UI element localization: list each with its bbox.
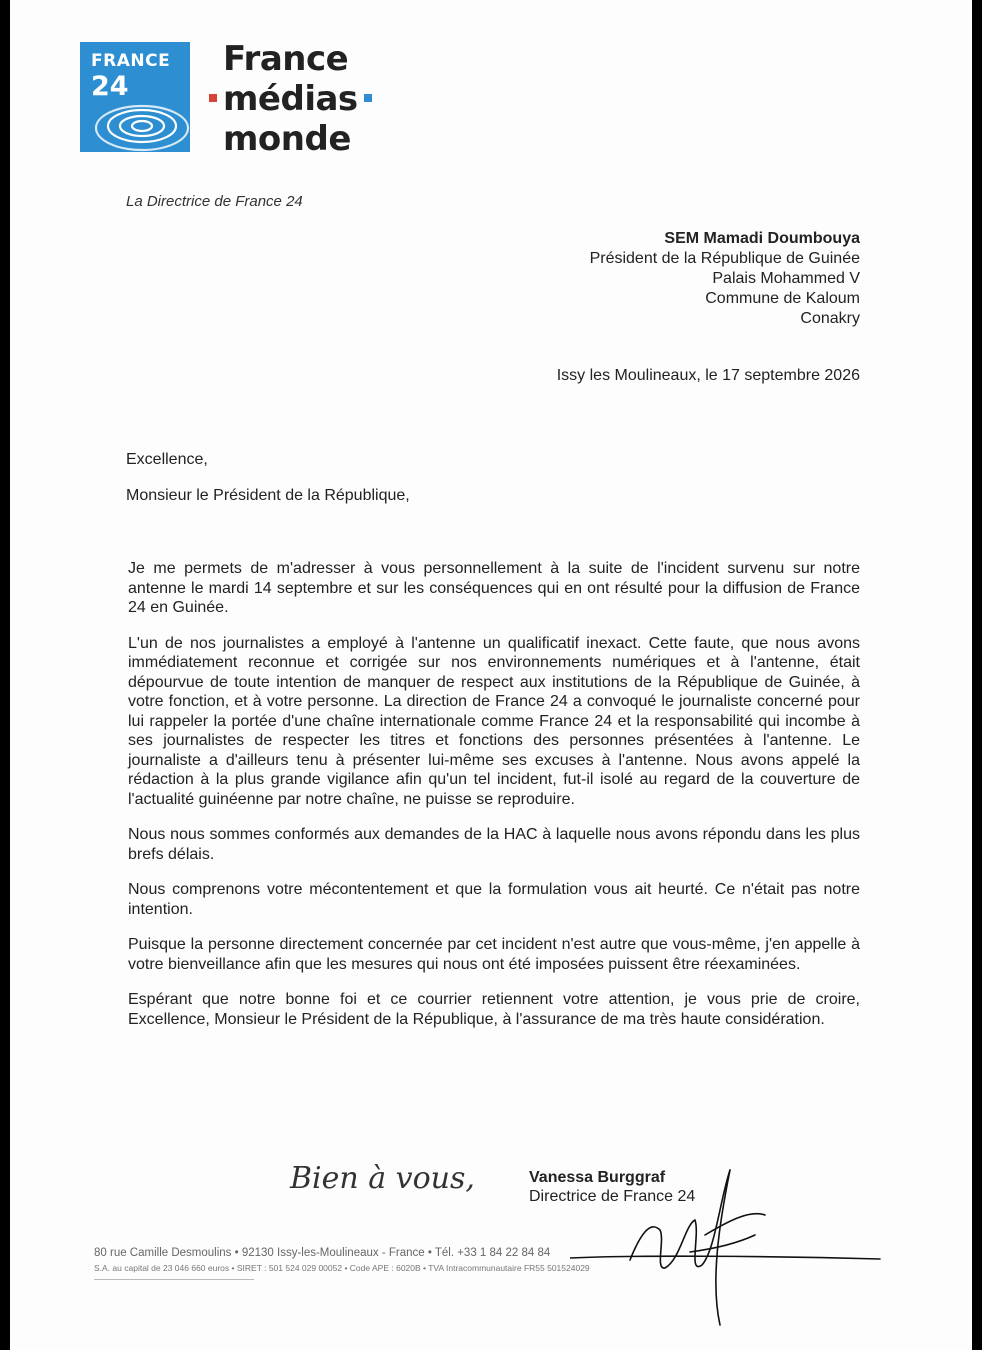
salutation-excellence: Excellence, [126, 451, 208, 468]
body-paragraph: Puisque la personne directement concernée par cet incident n'est autre que vous-même, j'en appelle à votre bienveillance afin que les mesures qui nous ont été imposées puissent être réexaminées. [128, 936, 860, 973]
body-paragraph: L'un de nos journalistes a employé à l'antenne un qualificatif inexact. Cette faute, que nous avons immédiatement reconnue et corrigée sur nos environnements numériques et à l'antenne, était dépourvue de toute intention de manquer de respect aux institutions de la République de Guinée, à votre fonction, et à votre personne. La direction de France 24 a convoqué le journaliste concerné pour lui rappeler la portée d'une chaîne internationale comme France 24 et la responsabilité qui incombe à ses journalistes de respecter les titres et fonctions des personnes présentées à l'antenne. Le journaliste a d'ailleurs tenu à présenter lui-même ses excuses à l'antenne. Nous avons appelé la rédaction à la plus grande vigilance afin qu'un tel incident, fut-il isolé au regard de la couverture de l'actualité guinéenne par notre chaîne, ne puisse se reproduire. [128, 634, 860, 808]
place-date: Issy les Moulineaux, le 17 septembre 2026 [556, 367, 860, 384]
logo-badge-line1: FRANCE [91, 51, 171, 71]
brand-line-2: médias [223, 79, 358, 119]
letter-body [128, 559, 860, 1045]
body-paragraph: Nous nous sommes conformés aux demandes de la HAC à laquelle nous avons répondu dans les plus brefs délais. [128, 826, 860, 863]
recipient-line: Palais Mohammed V [712, 270, 860, 287]
handwritten-note [288, 1146, 498, 1206]
footer-address: 80 rue Camille Desmoulins • 92130 Issy-les-Moulineaux - France • Tél. +33 1 84 22 84 84 [94, 1247, 551, 1259]
brand-line-1: France [223, 39, 349, 79]
body-paragraph: Espérant que notre bonne foi et ce courrier retiennent votre attention, je vous prie de croire, Excellence, Monsieur le Président de la République, à l'assurance de ma très haute considération. [128, 991, 860, 1028]
recipient-line: Commune de Kaloum [705, 290, 860, 307]
france24-logo [80, 42, 190, 152]
signature-graphic [570, 1140, 890, 1330]
blue-square-icon [364, 94, 372, 102]
handwritten-note-text: Bien à vous, [290, 1161, 475, 1196]
salutation-president: Monsieur le Président de la République, [126, 487, 410, 504]
recipient-address [590, 229, 860, 329]
fmm-brand-name [223, 39, 376, 159]
signer-name: Vanessa Burggraf [529, 1169, 666, 1186]
footer-legal: S.A. au capital de 23 046 660 euros • SIRET : 501 524 029 00052 • Code APE : 6020B • TVA Intracommunautaire FR55 501524029 [94, 1263, 590, 1273]
logo-badge-line2: 24 [91, 71, 129, 102]
brand-line-3: monde [223, 119, 351, 159]
letter-page [10, 0, 972, 1350]
signer-title: Directrice de France 24 [529, 1188, 696, 1205]
recipient-name: SEM Mamadi Doumbouya [664, 230, 860, 247]
recipient-line: Président de la République de Guinée [589, 250, 860, 267]
red-square-icon [209, 94, 217, 102]
footer-divider [94, 1279, 254, 1280]
recipient-line: Conakry [800, 310, 860, 327]
body-paragraph: Je me permets de m'adresser à vous personnellement à la suite de l'incident survenu sur notre antenne le mardi 14 septembre et sur les conséquences qui en ont résulté pour la diffusion de France 24 en Guinée. [128, 560, 860, 616]
sender-title: La Directrice de France 24 [126, 193, 303, 210]
body-paragraph: Nous comprenons votre mécontentement et que la formulation vous ait heurté. Ce n'était pas notre intention. [128, 881, 860, 918]
